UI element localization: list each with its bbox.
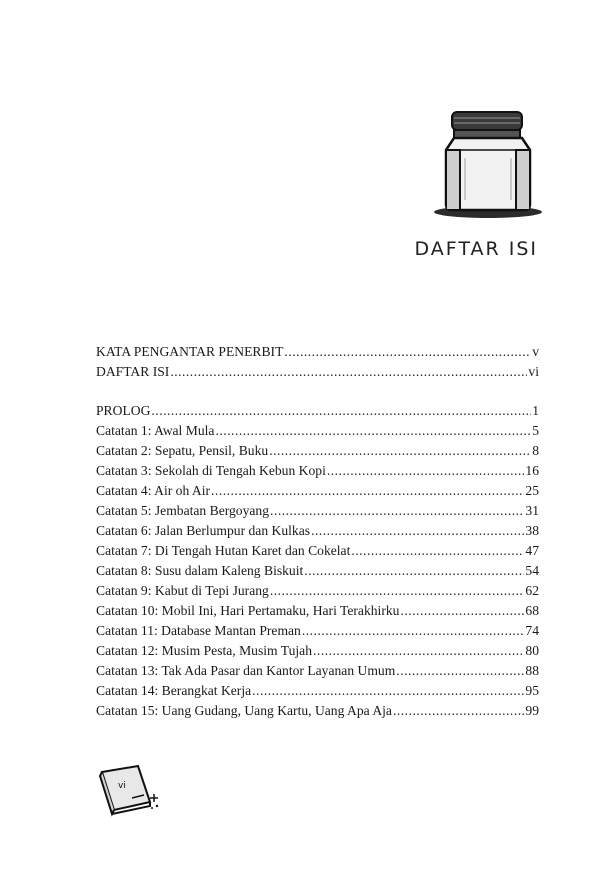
toc-entry-label: Catatan 9: Kabut di Tepi Jurang [96,583,269,598]
toc-entry-label: Catatan 13: Tak Ada Pasar dan Kantor Layanan Umum [96,663,396,678]
toc-entry-page: 8 [532,443,539,458]
toc-entry-page: 88 [525,663,539,678]
toc-entry-page: 62 [525,583,539,598]
toc-leader-dots [327,461,525,481]
toc-leader-dots [302,621,525,641]
toc-entry-label: Catatan 4: Air oh Air [96,483,211,498]
jar-icon [432,108,544,220]
toc-entry-page: v [532,344,539,359]
toc-entry [96,401,539,421]
toc-entry-page: 1 [532,403,539,418]
toc-entry-page: 99 [525,703,539,718]
toc-leader-dots [170,362,527,382]
toc-entry-label: Catatan 5: Jembatan Bergoyang [96,503,270,518]
toc-entry-page: 80 [525,643,539,658]
toc-entry [96,541,539,561]
toc-entry [96,342,539,362]
toc-entry [96,441,539,461]
toc-entry-label: Catatan 3: Sekolah di Tengah Kebun Kopi [96,463,326,478]
toc-leader-dots [313,641,524,661]
toc-entry-label: Catatan 14: Berangkat Kerja [96,683,252,698]
toc-leader-dots [393,701,524,721]
toc-entry-label: DAFTAR ISI [96,364,170,379]
toc-entry [96,601,539,621]
toc-entry [96,501,539,521]
toc-leader-dots [311,521,524,541]
toc-entry-page: 47 [525,543,539,558]
toc-leader-dots [400,601,524,621]
toc-entry-page: 16 [525,463,539,478]
toc-entry [96,581,539,601]
toc-entry-label: KATA PENGANTAR PENERBIT [96,344,284,359]
book-icon [94,762,160,818]
toc-leader-dots [304,561,524,581]
toc-entry [96,681,539,701]
toc-leader-dots [396,661,524,681]
toc-entry-page: 38 [525,523,539,538]
toc-entry-label: Catatan 11: Database Mantan Preman [96,623,301,638]
toc-leader-dots [270,501,524,521]
toc-entry [96,521,539,541]
toc-leader-dots [151,401,531,421]
toc-entry-label: Catatan 2: Sepatu, Pensil, Buku [96,443,269,458]
toc-leader-dots [284,342,531,362]
toc-entry-page: 74 [525,623,539,638]
toc-entry [96,421,539,441]
toc-leader-dots [215,421,531,441]
toc-entry-label: PROLOG [96,403,151,418]
toc-entry [96,461,539,481]
toc-leader-dots [270,581,525,601]
toc-front-list [96,342,539,382]
toc-entry-page: 68 [525,603,539,618]
toc-entry-label: Catatan 7: Di Tengah Hutan Karet dan Cokelat [96,543,351,558]
footer-page-number: vi [118,781,126,791]
toc-entry [96,641,539,661]
toc-main-list [96,401,539,721]
toc-entry-page: 31 [525,503,539,518]
toc-entry [96,621,539,641]
toc-entry-page: 25 [525,483,539,498]
toc-entry-page: 5 [532,423,539,438]
toc-leader-dots [351,541,524,561]
toc-entry-page: vi [528,364,539,379]
toc-entry [96,701,539,721]
toc-entry [96,661,539,681]
page-title: DAFTAR ISI [414,238,538,260]
toc-leader-dots [269,441,531,461]
toc-entry-label: Catatan 1: Awal Mula [96,423,215,438]
toc-leader-dots [211,481,524,501]
toc-entry-label: Catatan 8: Susu dalam Kaleng Biskuit [96,563,304,578]
toc-entry-page: 95 [525,683,539,698]
toc-entry [96,561,539,581]
toc-entry-label: Catatan 12: Musim Pesta, Musim Tujah [96,643,313,658]
toc-leader-dots [252,681,524,701]
toc-entry-label: Catatan 15: Uang Gudang, Uang Kartu, Uang Apa Aja [96,703,392,718]
toc-entry [96,481,539,501]
toc-entry-page: 54 [525,563,539,578]
toc-entry [96,362,539,382]
toc-entry-label: Catatan 10: Mobil Ini, Hari Pertamaku, Hari Terakhirku [96,603,400,618]
toc-entry-label: Catatan 6: Jalan Berlumpur dan Kulkas [96,523,311,538]
